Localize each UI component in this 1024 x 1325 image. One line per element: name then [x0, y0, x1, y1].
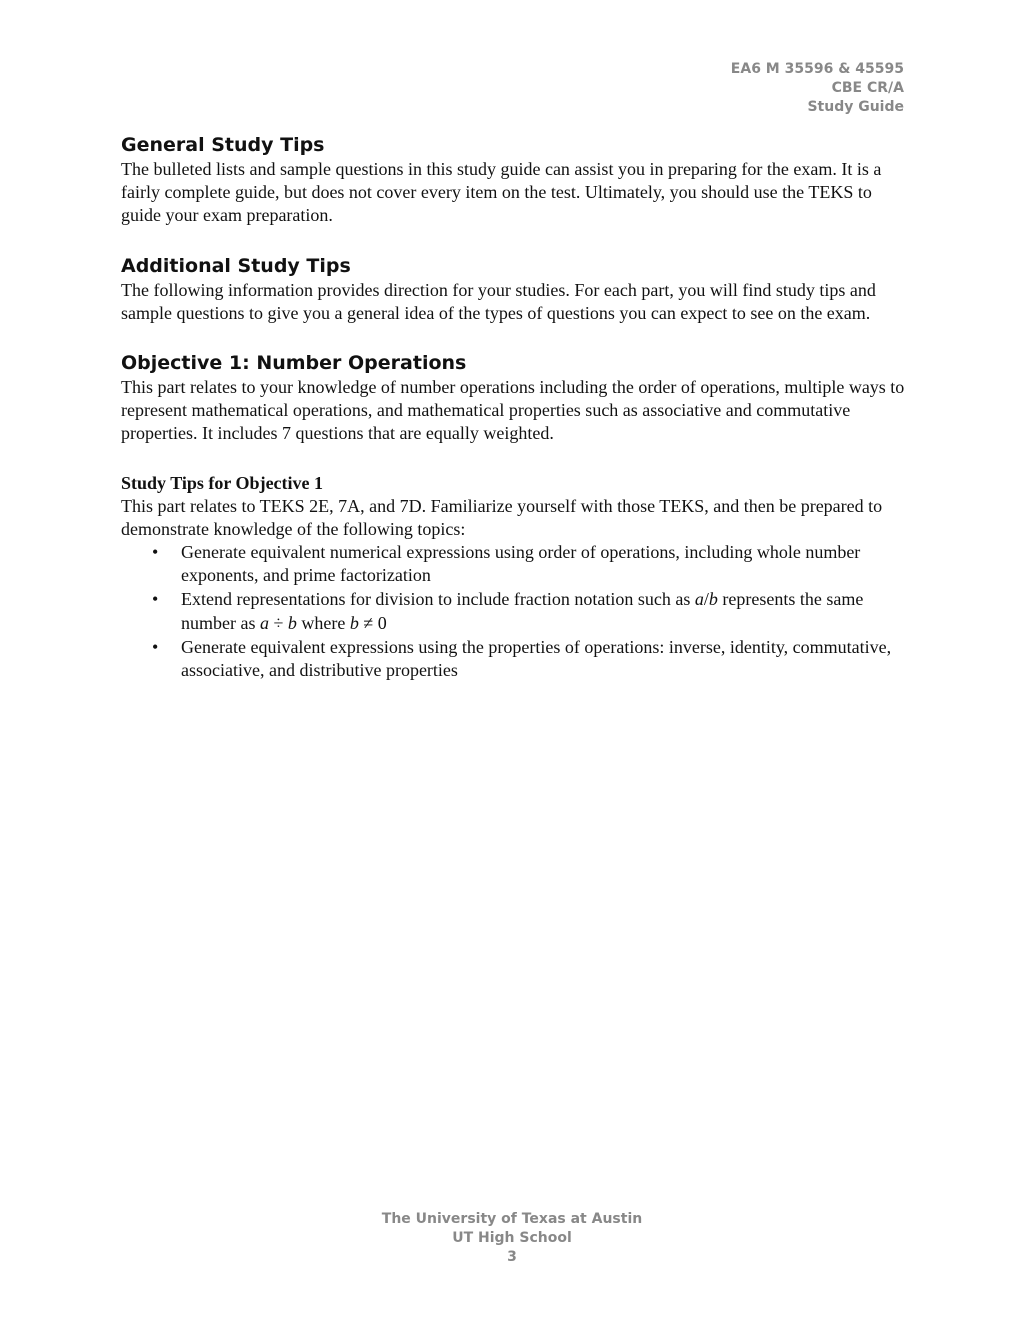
section-objective-1 [121, 351, 906, 446]
header-course-type: CBE CR/A [831, 80, 904, 96]
math-variable: b [708, 589, 718, 610]
section-additional-study-tips [121, 254, 906, 325]
text-run: represents the same number as [181, 589, 864, 633]
text-run: where [296, 612, 350, 633]
math-variable: b [287, 612, 297, 633]
objective-1-text: This part relates to your knowledge of number operations including the order of operations, multiple ways to represent mathematical operations, and mathematical properties such as associative and commutative properties. It includes 7 questions that are equally weighted. [121, 377, 905, 444]
heading-additional-study-tips: Additional Study Tips [121, 254, 351, 277]
text-run: ÷ [268, 612, 288, 633]
math-variable: a [259, 612, 269, 633]
list-item [152, 636, 906, 682]
header-doc-title: Study Guide [807, 99, 904, 115]
section-general-study-tips [121, 133, 906, 228]
page-footer [0, 1210, 1024, 1267]
list-item-text: Generate equivalent expressions using the properties of operations: inverse, identity, commutative, associative, and distributive properties [181, 636, 892, 681]
main-content [121, 133, 906, 708]
heading-objective-1: Objective 1: Number Operations [121, 352, 467, 375]
running-header [731, 60, 904, 117]
list-item-text: Generate equivalent numerical expressions using order of operations, including whole number exponents, and prime factorization [181, 542, 861, 586]
study-tips-objective-1-text: This part relates to TEKS 2E, 7A, and 7D. Familiarize yourself with those TEKS, and then be prepared to demonstrate knowledge of the following topics: [121, 495, 883, 539]
general-study-tips-text: The bulleted lists and sample questions in this study guide can assist you in preparing for the exam. It is a fairly complete guide, but does not cover every item on the test. Ultimately, you should use the TEKS to guide your exam preparation. [121, 159, 882, 226]
bullet-icon: • [152, 589, 159, 610]
math-variable: a [694, 589, 704, 610]
list-item [152, 588, 906, 634]
page-number: 3 [507, 1249, 517, 1265]
heading-general-study-tips: General Study Tips [121, 134, 325, 156]
text-run: Extend representations for division to include fraction notation such as [181, 589, 695, 610]
list-item-text [181, 589, 863, 632]
header-course-code: EA6 M 35596 & 45595 [730, 61, 904, 77]
list-item [152, 541, 906, 587]
math-variable: b [349, 612, 359, 633]
bullet-icon: • [152, 636, 159, 657]
footer-institution: The University of Texas at Austin [381, 1211, 643, 1227]
section-study-tips-objective-1 [121, 472, 906, 683]
text-run: ≠ 0 [358, 612, 387, 633]
heading-study-tips-objective-1: Study Tips for Objective 1 [121, 472, 324, 493]
text-run: / [703, 589, 709, 610]
bullet-icon: • [152, 542, 159, 563]
topics-list [121, 541, 906, 682]
additional-study-tips-text: The following information provides direction for your studies. For each part, you will find study tips and sample questions to give you a general idea of the types of questions you can expect to see on the exam. [121, 279, 876, 323]
footer-school: UT High School [452, 1230, 572, 1246]
